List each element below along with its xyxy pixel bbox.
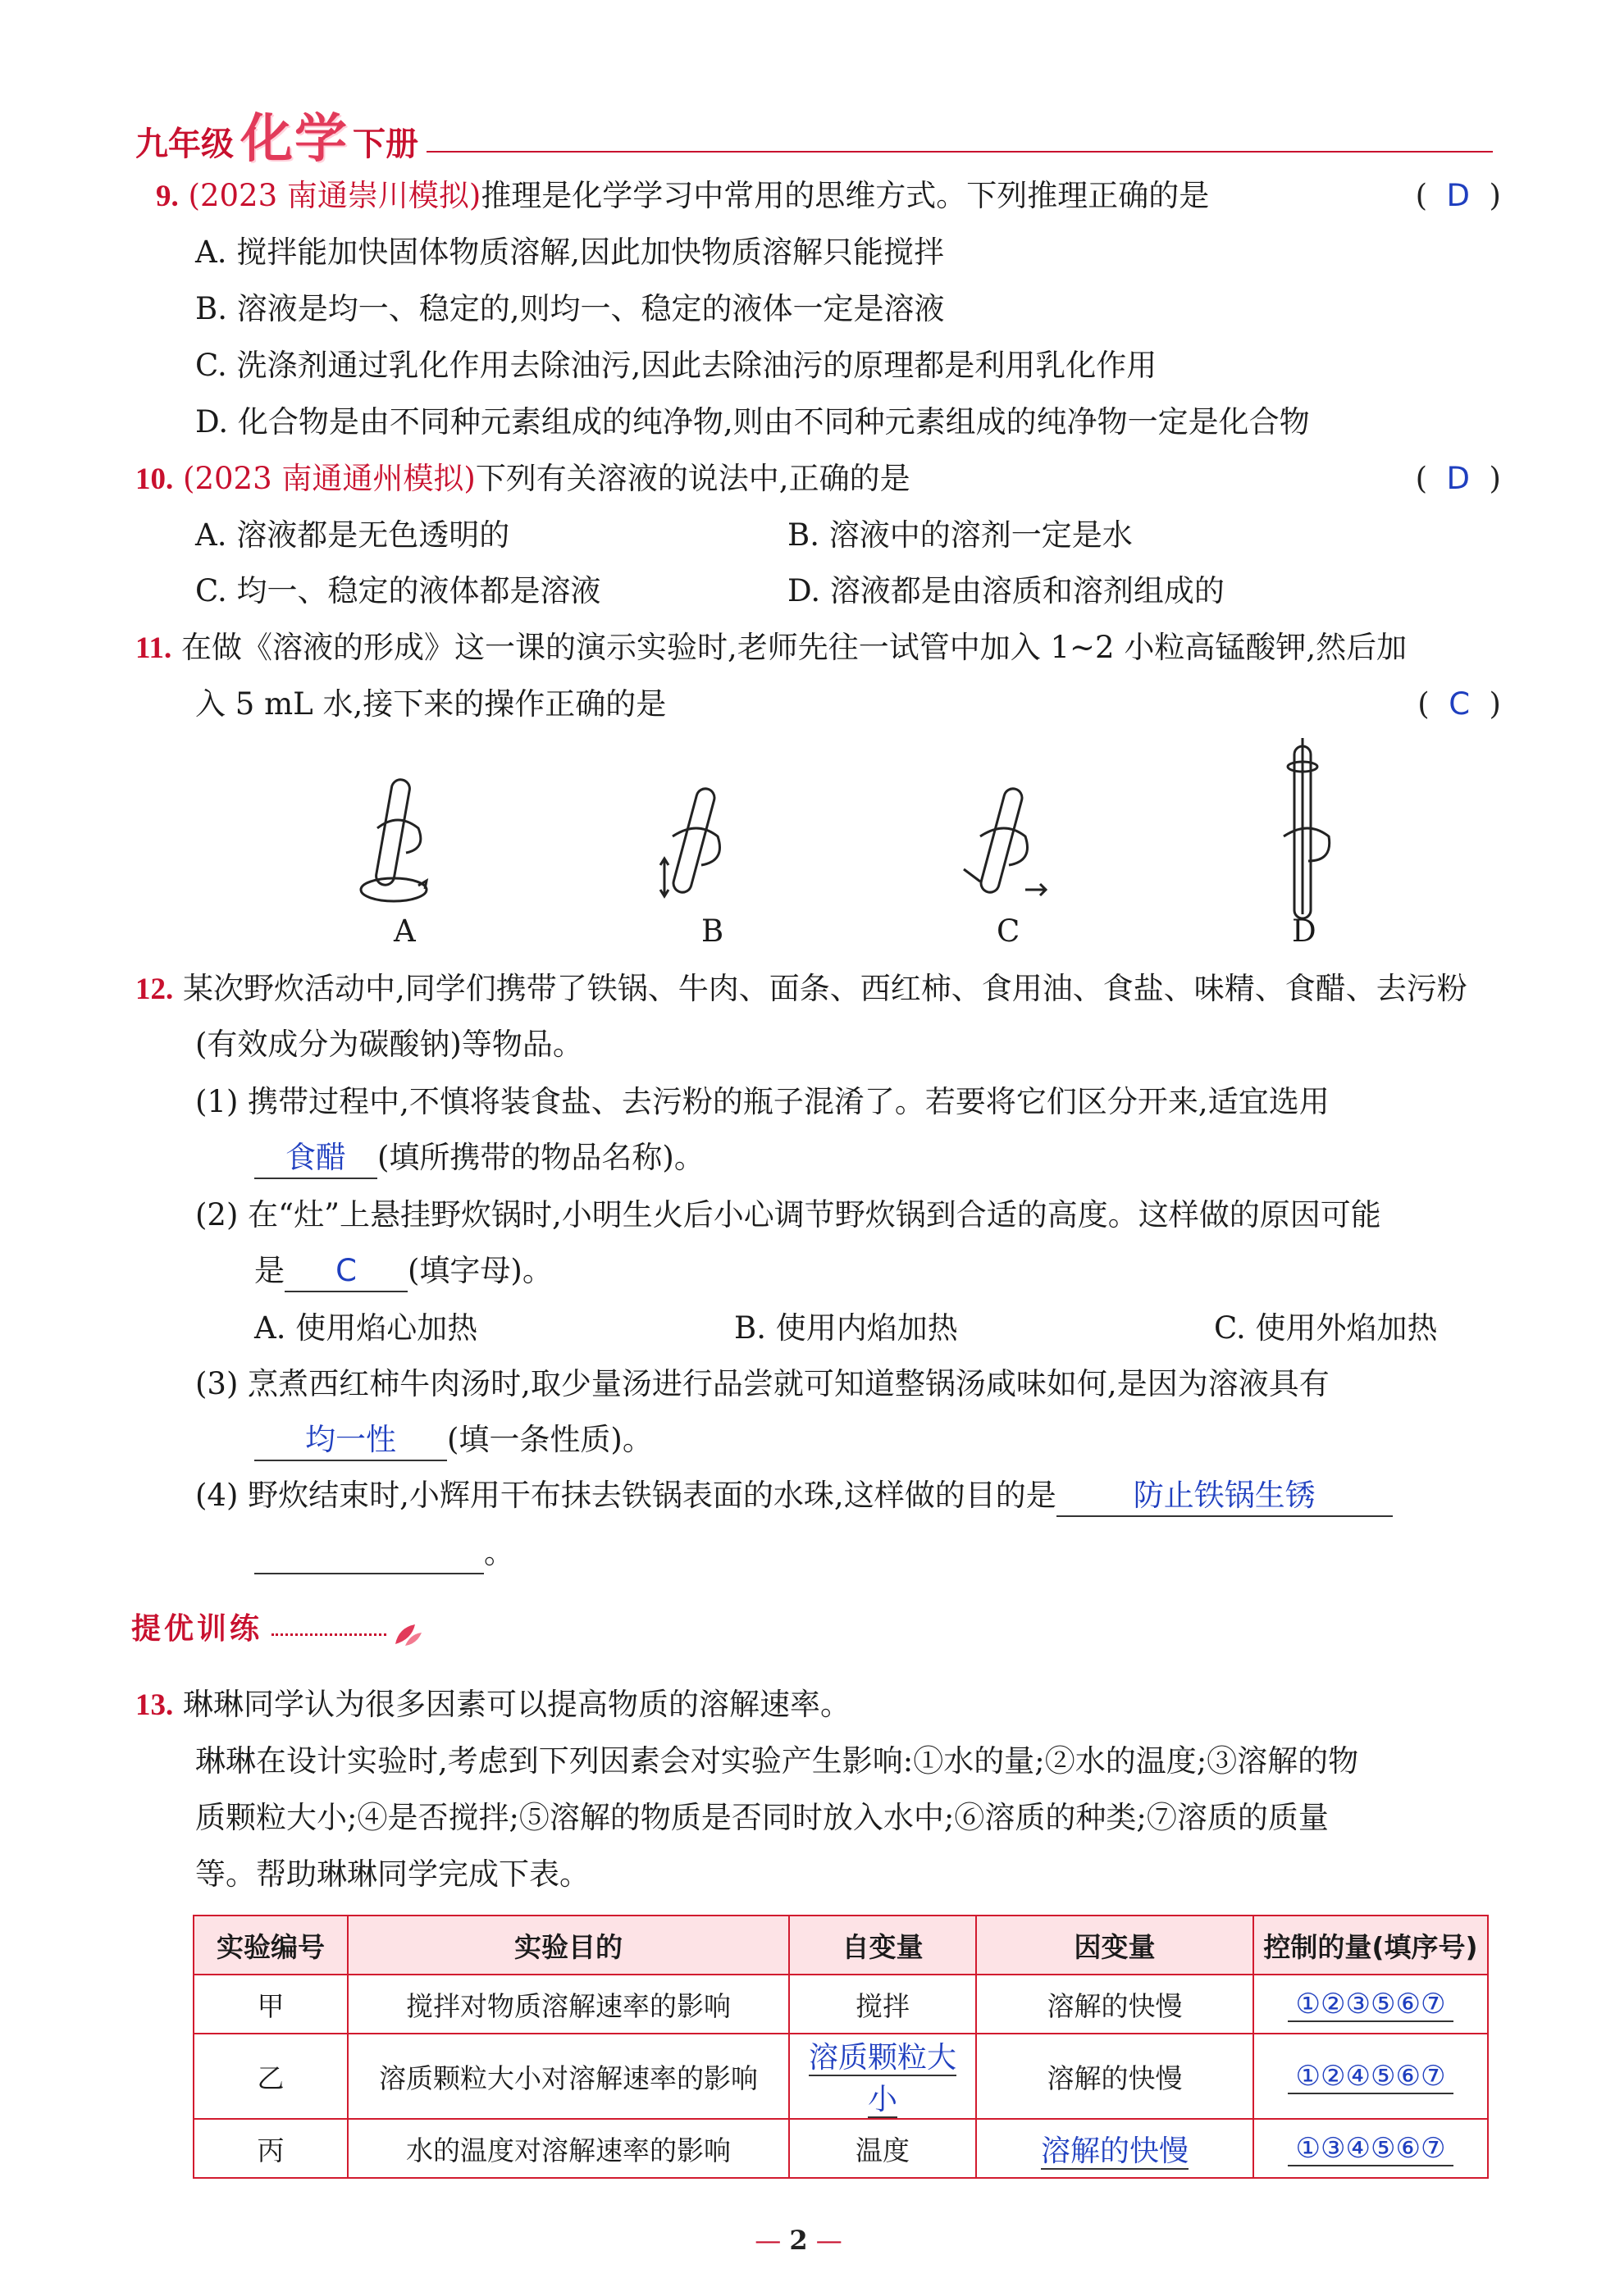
section-tag bbox=[131, 1606, 423, 1649]
question-stem: (有效成分为碳酸钠)等物品。 bbox=[195, 1027, 583, 1062]
section-title: 提优训练 bbox=[131, 1612, 263, 1646]
answer: D bbox=[1446, 461, 1471, 496]
question-stem: 入 5 mL 水,接下来的操作正确的是 bbox=[195, 686, 667, 722]
option: C. 使用外焰加热 bbox=[1214, 1310, 1438, 1346]
page-footer: — 2 — bbox=[755, 2225, 842, 2256]
question-source: (2023 南通通州模拟) bbox=[183, 461, 476, 496]
question-number: 10. bbox=[135, 462, 174, 496]
sub-question-4 bbox=[195, 1476, 1393, 1517]
tube-b bbox=[660, 786, 720, 896]
table-row bbox=[194, 2034, 1488, 2119]
question-stem: 在做《溶液的形成》这一课的演示实验时,老师先往一试管中加入 1~2 小粒高锰酸钾,然后加 bbox=[180, 630, 1408, 665]
figure-label-b: B bbox=[701, 913, 724, 949]
table-cell: 水的温度对溶解速率的影响 bbox=[348, 2119, 789, 2178]
answer-blank: ①②③⑤⑥⑦ bbox=[1288, 1988, 1454, 2022]
answer-blank: ①③④⑤⑥⑦ bbox=[1288, 2132, 1454, 2166]
table-header: 自变量 bbox=[789, 1916, 976, 1975]
question-number: 13. bbox=[135, 1688, 174, 1722]
answer: C bbox=[1449, 686, 1471, 722]
option: C. 洗涤剂通过乳化作用去除油污,因此去除油污的原理都是利用乳化作用 bbox=[195, 348, 1157, 383]
table-cell: 丙 bbox=[194, 2119, 348, 2178]
sub-question-3-line2 bbox=[254, 1420, 653, 1461]
header-subject: 化学 bbox=[240, 109, 349, 170]
answer-blank: ①②④⑤⑥⑦ bbox=[1288, 2060, 1454, 2094]
question-13 bbox=[135, 1685, 851, 1725]
section-rule bbox=[271, 1633, 386, 1636]
question-stem: 质颗粒大小;④是否搅拌;⑤溶解的物质是否同时放入水中;⑥溶质的种类;⑦溶质的质量 bbox=[195, 1800, 1329, 1835]
tube-c bbox=[964, 786, 1046, 895]
prefix: 是 bbox=[254, 1253, 285, 1288]
question-stem: 等。帮助琳琳同学完成下表。 bbox=[195, 1856, 590, 1892]
table-row bbox=[194, 1975, 1488, 2034]
option: A. 使用焰心加热 bbox=[254, 1310, 478, 1346]
sub-question-2-line2 bbox=[254, 1251, 553, 1292]
option: D. 化合物是由不同种元素组成的纯净物,则由不同种元素组成的纯净物一定是化合物 bbox=[195, 404, 1310, 440]
option: D. 溶液都是由溶质和溶剂组成的 bbox=[787, 573, 1225, 608]
answer-blank: 防止铁锅生锈 bbox=[1056, 1476, 1393, 1517]
test-tube-figure bbox=[328, 738, 1353, 951]
table-cell: 甲 bbox=[194, 1975, 348, 2034]
experiment-table bbox=[193, 1915, 1489, 2179]
answer-paren: ( D ) bbox=[1415, 461, 1501, 496]
answer-blank: 食醋 bbox=[254, 1138, 377, 1179]
option: B. 溶液是均一、稳定的,则均一、稳定的液体一定是溶液 bbox=[195, 291, 945, 326]
answer: D bbox=[1446, 178, 1471, 213]
option: B. 使用内焰加热 bbox=[734, 1310, 958, 1346]
question-source: (2023 南通崇川模拟) bbox=[188, 178, 481, 213]
sub-question-3: (3) 烹煮西红柿牛肉汤时,取少量汤进行品尝就可知道整锅汤咸味如何,是因为溶液具有 bbox=[195, 1366, 1330, 1401]
sub-question-2: (2) 在“灶”上悬挂野炊锅时,小明生火后小心调节野炊锅到合适的高度。这样做的原因可能 bbox=[195, 1197, 1381, 1232]
page-header bbox=[135, 105, 1497, 170]
sub-question-1: (1) 携带过程中,不慎将装食盐、去污粉的瓶子混淆了。若要将它们区分开来,适宜选用 bbox=[195, 1084, 1330, 1119]
table-cell bbox=[1253, 2119, 1488, 2178]
hint: (填所携带的物品名称)。 bbox=[377, 1140, 705, 1175]
question-stem: 琳琳在设计实验时,考虑到下列因素会对实验产生影响:①水的量;②水的温度;③溶解的物 bbox=[195, 1743, 1359, 1779]
table-cell bbox=[1253, 1975, 1488, 2034]
option: A. 搅拌能加快固体物质溶解,因此加快物质溶解只能搅拌 bbox=[195, 235, 945, 270]
question-12 bbox=[135, 969, 1467, 1009]
tube-d bbox=[1284, 738, 1330, 918]
answer-blank: 溶质颗粒大小 bbox=[808, 2041, 956, 2116]
table-cell bbox=[789, 2034, 976, 2119]
table-header: 因变量 bbox=[976, 1916, 1253, 1975]
question-11-line2 bbox=[195, 685, 1501, 724]
figure-label-a: A bbox=[394, 913, 416, 949]
answer-blank: C bbox=[285, 1251, 408, 1292]
option: A. 溶液都是无色透明的 bbox=[195, 517, 510, 553]
page-number: 2 bbox=[789, 2225, 808, 2256]
test-tube-illustrations bbox=[328, 738, 1353, 951]
table-cell: 溶解的快慢 bbox=[976, 1975, 1253, 2034]
question-stem: 推理是化学学习中常用的思维方式。下列推理正确的是 bbox=[481, 178, 1210, 213]
question-11 bbox=[135, 628, 1501, 668]
table-cell: 溶解的快慢 bbox=[976, 2034, 1253, 2119]
table-header: 实验目的 bbox=[348, 1916, 789, 1975]
answer-blank-cont bbox=[254, 1533, 484, 1574]
answer-blank: 均一性 bbox=[254, 1420, 447, 1461]
option: C. 均一、稳定的液体都是溶液 bbox=[195, 573, 601, 608]
table-header: 控制的量(填序号) bbox=[1253, 1916, 1488, 1975]
question-number: 11. bbox=[135, 631, 172, 665]
question-stem: 下列有关溶液的说法中,正确的是 bbox=[475, 461, 910, 496]
table-header: 实验编号 bbox=[194, 1916, 348, 1975]
hint: (填字母)。 bbox=[408, 1253, 553, 1288]
period: 。 bbox=[484, 1535, 514, 1570]
table-cell: 乙 bbox=[194, 2034, 348, 2119]
sub-question-1-line2 bbox=[254, 1138, 705, 1179]
option: B. 溶液中的溶剂一定是水 bbox=[787, 517, 1133, 553]
answer-blank: 溶解的快慢 bbox=[1040, 2134, 1189, 2168]
answer-paren: ( D ) bbox=[1415, 178, 1501, 213]
leaf-icon bbox=[390, 1621, 423, 1649]
hint: (填一条性质)。 bbox=[447, 1422, 653, 1457]
table-row bbox=[194, 2119, 1488, 2178]
tube-a bbox=[361, 778, 427, 901]
header-rule bbox=[427, 151, 1493, 153]
question-10 bbox=[135, 459, 1501, 499]
sub-question-text: (4) 野炊结束时,小辉用干布抹去铁锅表面的水珠,这样做的目的是 bbox=[195, 1478, 1056, 1513]
header-volume: 下册 bbox=[353, 125, 418, 163]
experiment-table-wrap bbox=[193, 1915, 1489, 2179]
sub-question-4-line2 bbox=[254, 1533, 514, 1574]
table-cell: 溶质颗粒大小对溶解速率的影响 bbox=[348, 2034, 789, 2119]
question-number: 9. bbox=[156, 180, 179, 213]
question-stem: 某次野炊活动中,同学们携带了铁锅、牛肉、面条、西红柿、食用油、食盐、味精、食醋、去污粉 bbox=[183, 971, 1467, 1006]
table-cell bbox=[976, 2119, 1253, 2178]
table-cell: 温度 bbox=[789, 2119, 976, 2178]
table-cell: 搅拌对物质溶解速率的影响 bbox=[348, 1975, 789, 2034]
figure-label-c: C bbox=[997, 913, 1020, 949]
figure-label-d: D bbox=[1292, 913, 1316, 949]
question-9 bbox=[156, 176, 1501, 216]
question-stem: 琳琳同学认为很多因素可以提高物质的溶解速率。 bbox=[183, 1687, 851, 1722]
question-number: 12. bbox=[135, 973, 174, 1006]
table-cell: 搅拌 bbox=[789, 1975, 976, 2034]
answer-paren: ( C ) bbox=[1417, 686, 1501, 722]
table-cell bbox=[1253, 2034, 1488, 2119]
header-grade: 九年级 bbox=[135, 125, 234, 163]
table-header-row bbox=[194, 1916, 1488, 1975]
